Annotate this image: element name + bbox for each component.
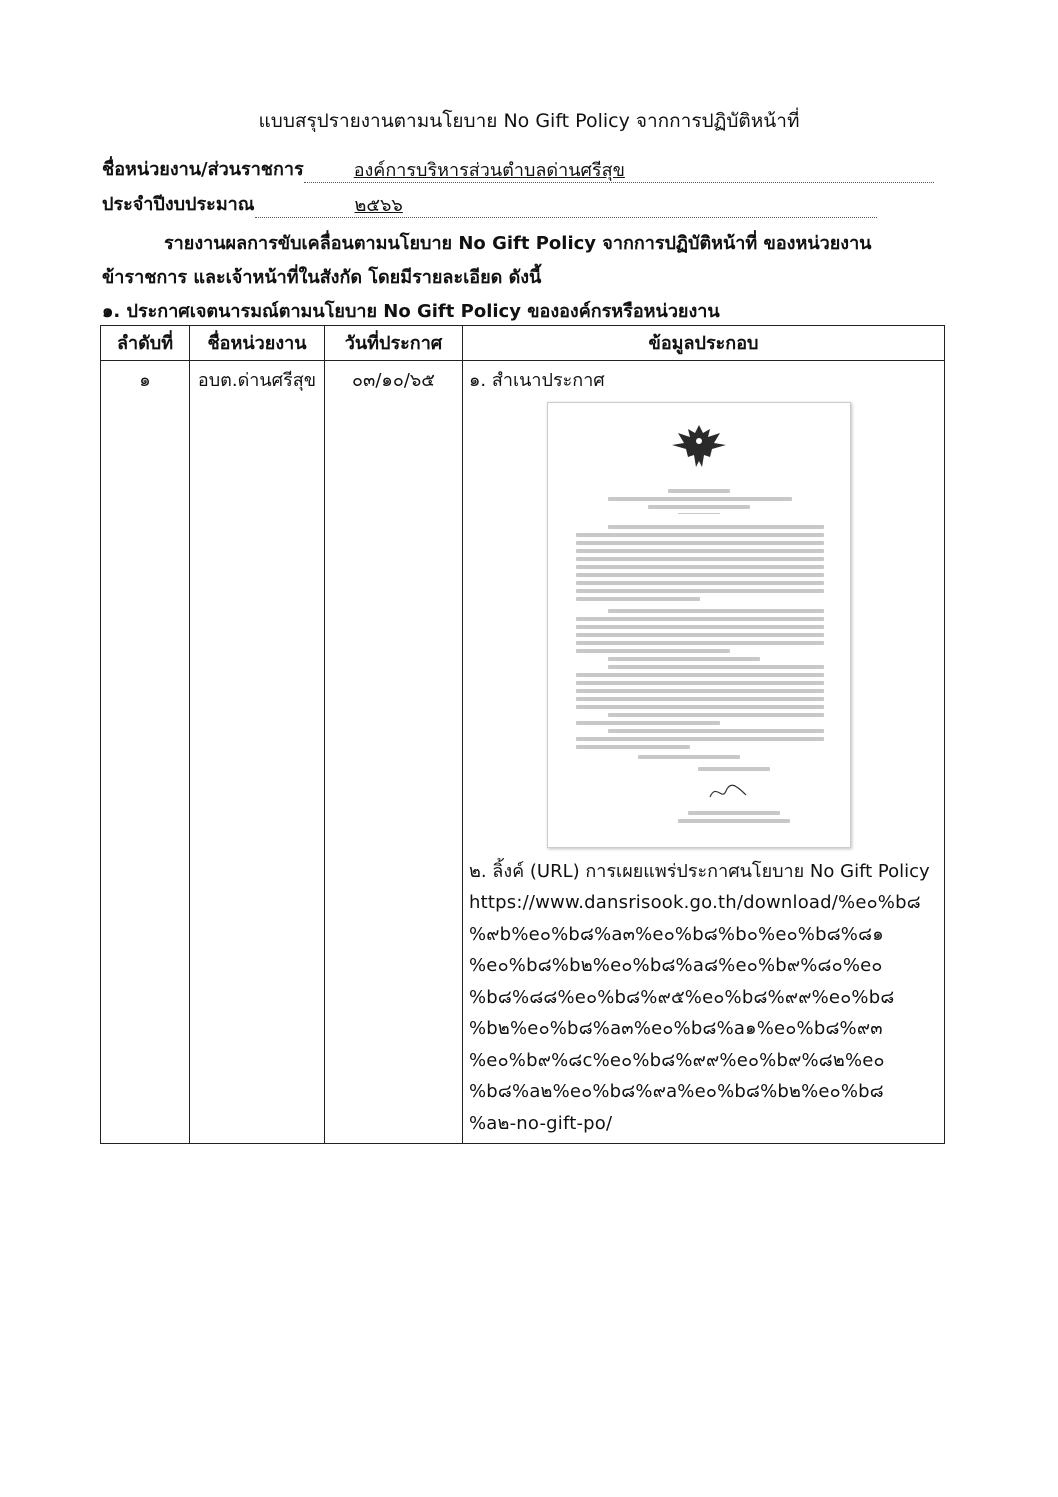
report-table xyxy=(100,325,945,1144)
announcement-url[interactable] xyxy=(469,887,938,1139)
garuda-emblem-icon xyxy=(670,421,728,471)
table-row xyxy=(101,361,945,1144)
cell-date: ๐๓/๑๐/๖๕ xyxy=(325,361,463,1144)
info-item-2: ๒. ลิ้งค์ (URL) การเผยแพร่ประกาศนโยบาย No Gift Policy xyxy=(469,861,930,882)
url-line[interactable]: %a๒-no-gift-po/ xyxy=(469,1112,613,1134)
url-line[interactable]: %b๒%e๐%b๘%a๓%e๐%b๘%a๑%e๐%b๘%๙๓ xyxy=(469,1018,883,1039)
url-line[interactable]: %e๐%b๙%๘c%e๐%b๘%๙๙%e๐%b๙%๘๒%e๐ xyxy=(469,1049,885,1071)
announcement-copy-image xyxy=(547,402,851,848)
fiscal-year-value: ๒๕๖๖ xyxy=(255,195,877,218)
url-line[interactable]: %๙b%e๐%b๘%a๓%e๐%b๘%b๐%e๐%b๘%๘๑ xyxy=(469,923,884,945)
fiscal-year-field xyxy=(102,189,877,218)
agency-field xyxy=(102,154,934,183)
info-item-1: ๑. สำเนาประกาศ xyxy=(469,370,605,391)
intro-line-1: รายงานผลการขับเคลื่อนตามนโยบาย No Gift Policy จากการปฏิบัติหน้าที่ ของหน่วยงาน xyxy=(164,233,872,254)
agency-label: ชื่อหน่วยงาน/ส่วนราชการ xyxy=(102,159,304,180)
cell-info xyxy=(463,361,945,1144)
url-line[interactable]: %b๘%a๒%e๐%b๘%๙a%e๐%b๘%b๒%e๐%b๘ xyxy=(469,1081,884,1102)
url-line[interactable]: %b๘%๘๘%e๐%b๘%๙๕%e๐%b๘%๙๙%e๐%b๘ xyxy=(469,986,895,1008)
header-date: วันที่ประกาศ xyxy=(325,326,463,361)
cell-org: อบต.ด่านศรีสุข xyxy=(190,361,325,1144)
agency-value: องค์การบริหารส่วนตำบลด่านศรีสุข xyxy=(304,160,934,183)
signature-icon xyxy=(708,781,748,803)
page-title: แบบสรุปรายงานตามนโยบาย No Gift Policy จากการปฏิบัติหน้าที่ xyxy=(258,110,800,132)
fiscal-year-label: ประจำปีงบประมาณ xyxy=(102,194,255,215)
cell-no: ๑ xyxy=(101,361,190,1144)
section-1-heading: ๑. ประกาศเจตนารมณ์ตามนโยบาย No Gift Policy ขององค์กรหรือหน่วยงาน xyxy=(102,301,720,322)
url-line[interactable]: https://www.dansrisook.go.th/download/%e๐%b๘ xyxy=(469,892,921,913)
header-org: ชื่อหน่วยงาน xyxy=(190,326,325,361)
table-header-row xyxy=(101,326,945,361)
header-info: ข้อมูลประกอบ xyxy=(463,326,945,361)
intro-line-2: ข้าราชการ และเจ้าหน้าที่ในสังกัด โดยมีรายละเอียด ดังนี้ xyxy=(102,267,542,288)
header-no: ลำดับที่ xyxy=(101,326,190,361)
url-line[interactable]: %e๐%b๘%b๒%e๐%b๘%a๘%e๐%b๙%๘๐%e๐ xyxy=(469,955,883,976)
